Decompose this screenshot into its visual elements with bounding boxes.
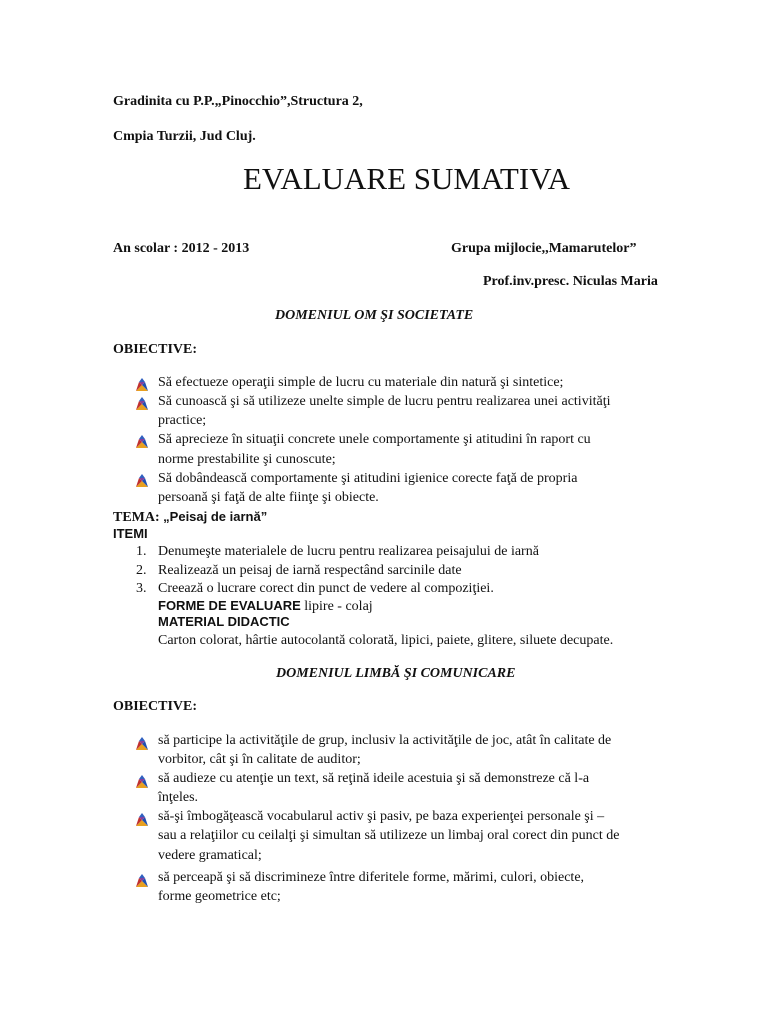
list-item: să audieze cu atenţie un text, să reţină ideile acestuia şi să demonstreze că l-a <box>158 771 590 786</box>
bullet-icon <box>135 474 149 488</box>
teaching-material-value: Carton colorat, hârtie autocolantă colorată, lipici, paiete, glitere, siluete decupate. <box>158 633 614 648</box>
list-item: să-şi îmbogăţească vocabularul activ şi pasiv, pe baza experienţei personale şi – <box>158 809 605 824</box>
bullet-icon <box>135 874 149 888</box>
items-label: ITEMI <box>113 526 148 541</box>
bullet-icon <box>135 813 149 827</box>
list-item: Să aprecieze în situaţii concrete unele comportamente şi atitudini în raport cu <box>158 432 591 447</box>
bullet-icon <box>135 775 149 789</box>
list-item-cont: înţeles. <box>158 790 199 805</box>
domain-heading-om-societate: DOMENIUL OM ŞI SOCIETATE <box>275 308 474 323</box>
theme-label: TEMA: <box>113 510 160 525</box>
item-row: 2. Realizează un peisaj de iarnă respectând sarcinile date <box>136 563 462 578</box>
location: Cmpia Turzii, Jud Cluj. <box>113 129 256 144</box>
bullet-icon <box>135 378 149 392</box>
teacher-name: Prof.inv.presc. Niculas Maria <box>483 274 658 289</box>
item-row: 3. Creează o lucrare corect din punct de vedere al compoziţiei. <box>136 581 494 596</box>
list-item: să participe la activităţile de grup, inclusiv la activităţile de joc, atât în calitate de <box>158 733 612 748</box>
school-year: An scolar : 2012 - 2013 <box>113 241 250 256</box>
evaluation-forms-label: FORME DE EVALUARE <box>158 598 301 613</box>
kindergarten-name: Gradinita cu P.P.„Pinocchio”,Structura 2, <box>113 94 363 109</box>
theme-line <box>113 509 267 527</box>
objectives-label: OBIECTIVE: <box>113 699 198 714</box>
list-item-cont: vedere gramatical; <box>158 848 262 863</box>
list-item: Să cunoască şi să utilizeze unelte simple de lucru pentru realizarea unei activităţi <box>158 394 611 409</box>
domain-heading-limba-comunicare: DOMENIUL LIMBĂ ŞI COMUNICARE <box>276 666 516 681</box>
list-item: Să dobândească comportamente şi atitudini igienice corecte faţă de propria <box>158 471 578 486</box>
list-item-cont: sau a relaţiilor cu ceilalţi şi simultan să utilizeze un limbaj oral corect din punct de <box>158 828 620 843</box>
list-item-cont: vorbitor, cât şi în calitate de auditor; <box>158 752 361 767</box>
theme-value: „Peisaj de iarnă” <box>163 509 268 524</box>
objectives-label: OBIECTIVE: <box>113 342 198 357</box>
list-item: să perceapă şi să discrimineze între diferitele forme, mărimi, culori, obiecte, <box>158 870 585 885</box>
list-item-cont: norme prestabilite şi cunoscute; <box>158 452 336 467</box>
evaluation-forms-value: lipire - colaj <box>300 599 373 614</box>
bullet-icon <box>135 435 149 449</box>
list-item-cont: persoană şi faţă de alte fiinţe şi obiecte. <box>158 490 379 505</box>
bullet-icon <box>135 737 149 751</box>
group-name: Grupa mijlocie,,Mamarutelor” <box>451 241 637 256</box>
list-item-cont: practice; <box>158 413 207 428</box>
page-title: EVALUARE SUMATIVA <box>243 161 570 196</box>
list-item-cont: forme geometrice etc; <box>158 889 281 904</box>
item-row: 1. Denumeşte materialele de lucru pentru realizarea peisajului de iarnă <box>136 544 539 559</box>
list-item: Să efectueze operaţii simple de lucru cu materiale din natură şi sintetice; <box>158 375 564 390</box>
teaching-material-label: MATERIAL DIDACTIC <box>158 614 290 629</box>
bullet-icon <box>135 397 149 411</box>
